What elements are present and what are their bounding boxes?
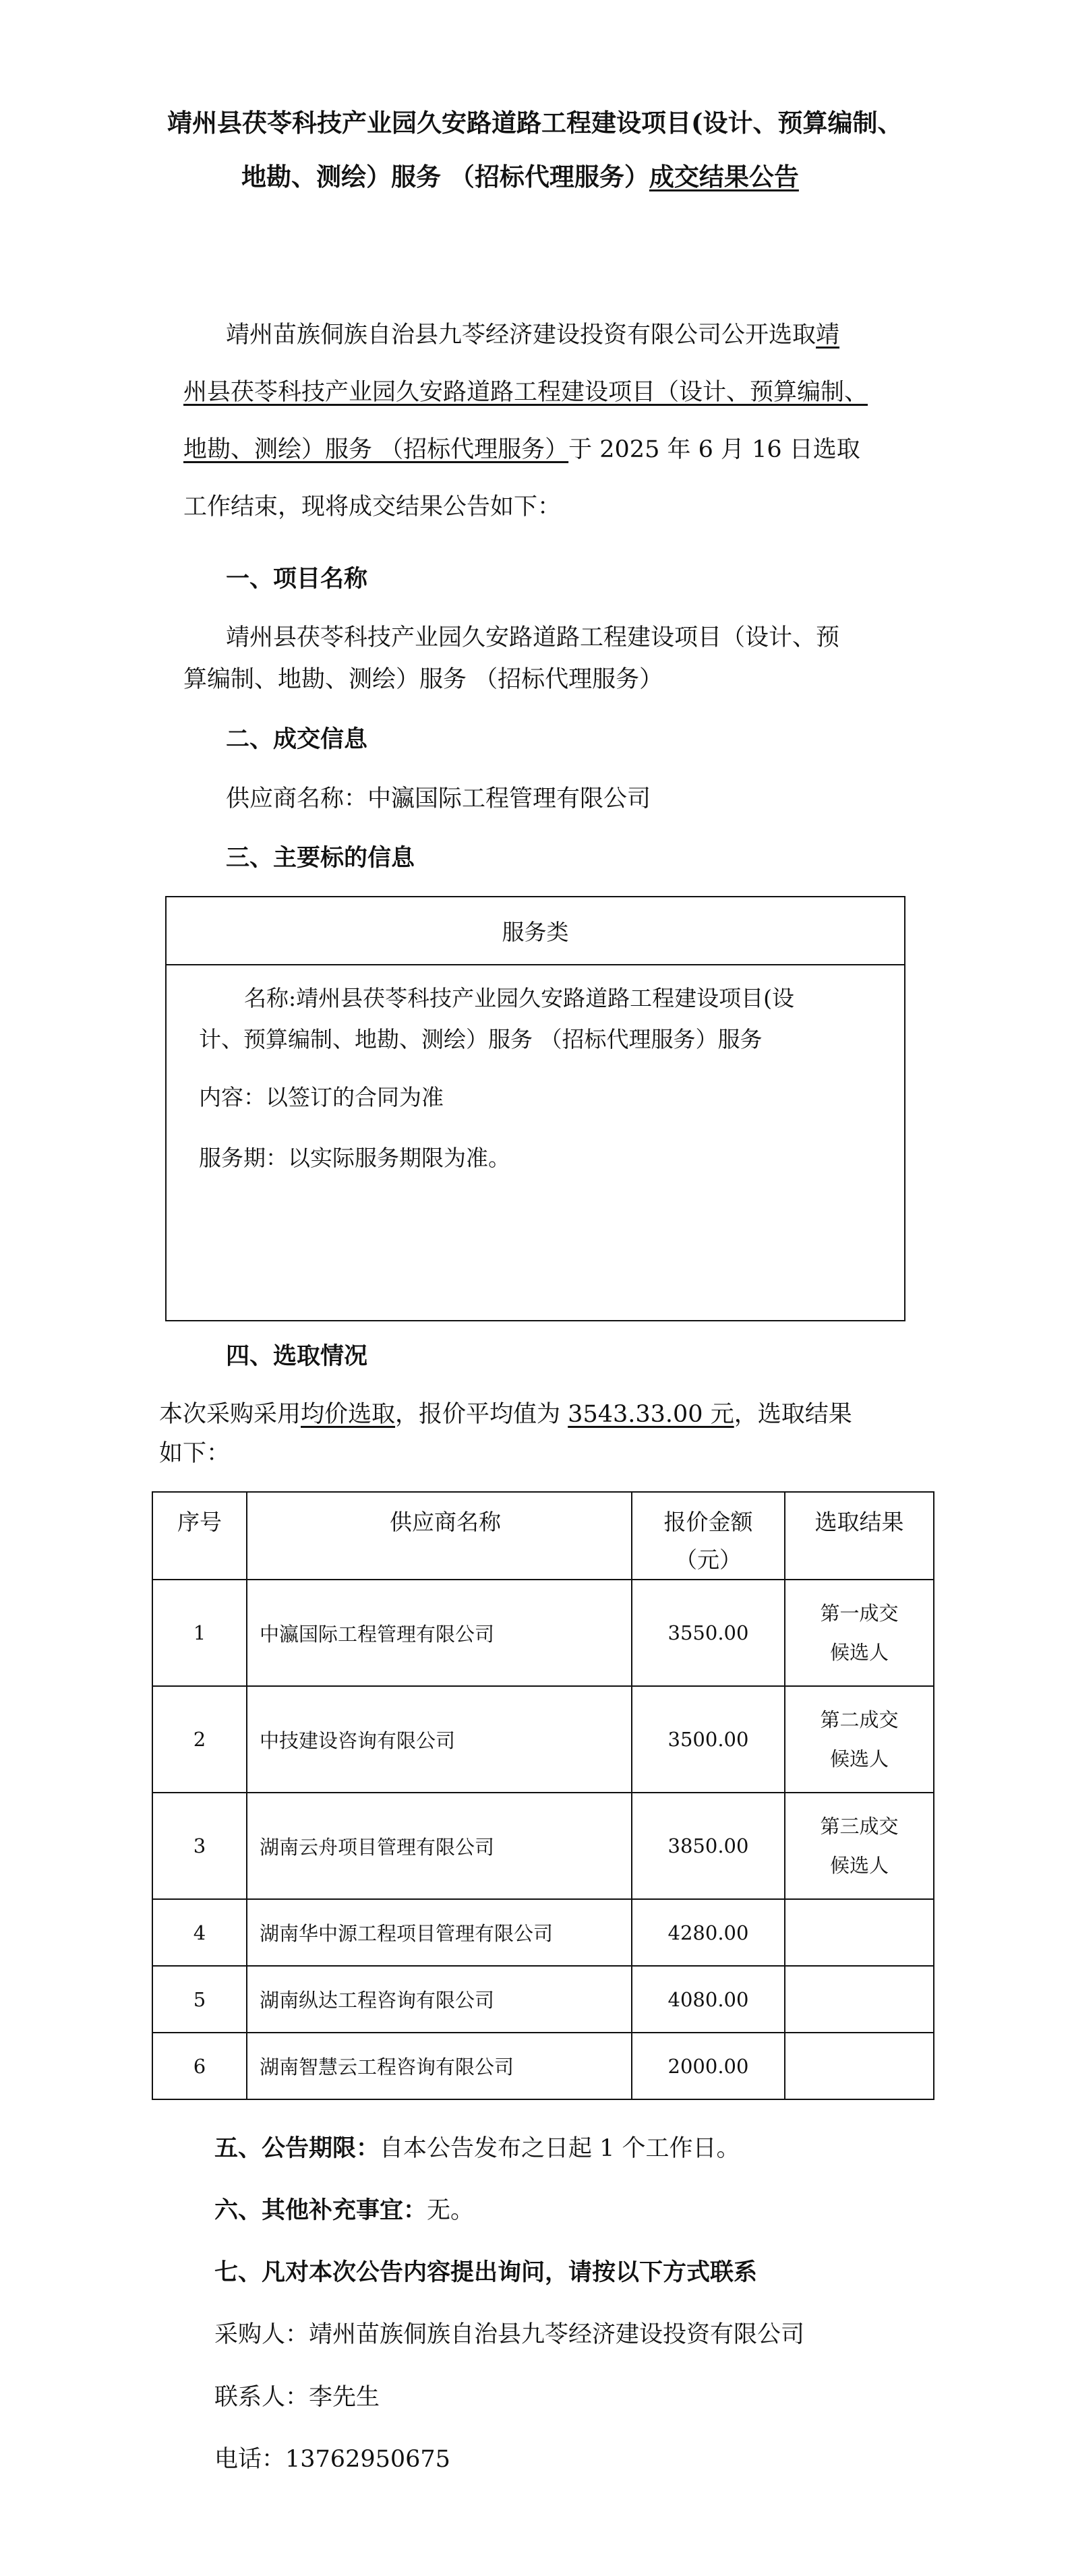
section-4-desc-mid: ，报价平均值为 bbox=[395, 1401, 568, 1428]
row-result-line-1: 第二成交 bbox=[820, 1708, 899, 1731]
table-row bbox=[152, 1899, 934, 1966]
section-5-heading: 五、公告期限： bbox=[214, 2134, 380, 2162]
row-no: 2 bbox=[152, 1686, 247, 1793]
subject-name-line-2: 计、预算编制、地勘、测绘）服务 （招标代理服务）服务 bbox=[199, 1026, 763, 1052]
row-price: 4280.00 bbox=[632, 1899, 785, 1966]
row-result-line-2: 候选人 bbox=[829, 1747, 889, 1770]
row-price: 3550.00 bbox=[632, 1580, 785, 1686]
row-no: 1 bbox=[152, 1580, 247, 1686]
intro-text-1: 靖州苗族侗族自治县九苓经济建设投资有限公司公开选取 bbox=[226, 322, 816, 349]
phone: 电话：13762950675 bbox=[214, 2446, 450, 2473]
row-result-line-2: 候选人 bbox=[829, 1641, 889, 1664]
row-price: 3850.00 bbox=[632, 1793, 785, 1899]
section-6 bbox=[214, 2192, 474, 2225]
section-4-desc-line-2: 如下： bbox=[159, 1440, 231, 1467]
section-4-desc-line-1 bbox=[159, 1396, 852, 1429]
row-result bbox=[785, 1793, 934, 1899]
title-text-2: 地勘、测绘）服务 （招标代理服务） bbox=[241, 162, 649, 191]
row-supplier: 湖南云舟项目管理有限公司 bbox=[247, 1793, 632, 1899]
subject-info-header: 服务类 bbox=[167, 897, 904, 965]
intro-text-3: 于 2025 年 6 月 16 日选取 bbox=[568, 436, 860, 463]
title-line-1 bbox=[167, 102, 903, 139]
row-result bbox=[785, 1580, 934, 1686]
intro-text-1-underlined: 靖 bbox=[816, 322, 840, 349]
table-row bbox=[152, 2033, 934, 2099]
header-no: 序号 bbox=[152, 1492, 247, 1580]
header-result: 选取结果 bbox=[785, 1492, 934, 1580]
header-price bbox=[632, 1492, 785, 1580]
results-table bbox=[152, 1491, 934, 2100]
subject-content: 内容：以签订的合同为准 bbox=[199, 1084, 444, 1110]
contact-person: 联系人：李先生 bbox=[214, 2384, 380, 2411]
intro-line-1 bbox=[226, 316, 839, 350]
table-row bbox=[152, 1580, 934, 1686]
row-supplier: 湖南华中源工程项目管理有限公司 bbox=[247, 1899, 632, 1966]
title-text-1: 靖州县茯苓科技产业园久安路道路工程建设项目(设计、预算编制、 bbox=[167, 108, 903, 138]
row-supplier: 湖南智慧云工程咨询有限公司 bbox=[247, 2033, 632, 2099]
title-line-2 bbox=[241, 156, 799, 193]
section-7-heading: 七、凡对本次公告内容提出询问，请按以下方式联系 bbox=[214, 2258, 758, 2286]
row-result bbox=[785, 1966, 934, 2033]
table-row bbox=[152, 1793, 934, 1899]
row-result bbox=[785, 2033, 934, 2099]
purchaser: 采购人：靖州苗族侗族自治县九苓经济建设投资有限公司 bbox=[214, 2321, 805, 2348]
section-4-desc-prefix: 本次采购采用 bbox=[159, 1401, 301, 1428]
table-row bbox=[152, 1686, 934, 1793]
title-text-2-underlined: 成交结果公告 bbox=[649, 162, 799, 191]
subject-info-box bbox=[165, 896, 905, 1321]
row-price: 3500.00 bbox=[632, 1686, 785, 1793]
header-price-line-2: （元） bbox=[675, 1547, 742, 1573]
average-price: 3543.33.00 元 bbox=[568, 1401, 734, 1428]
intro-line-4: 工作结束，现将成交结果公告如下： bbox=[183, 493, 562, 520]
section-1-line-2: 算编制、地勘、测绘）服务 （招标代理服务） bbox=[183, 666, 663, 693]
row-no: 3 bbox=[152, 1793, 247, 1899]
section-2-supplier: 供应商名称：中瀛国际工程管理有限公司 bbox=[226, 785, 651, 812]
section-1-heading: 一、项目名称 bbox=[226, 565, 368, 593]
header-supplier: 供应商名称 bbox=[247, 1492, 632, 1580]
row-supplier: 中瀛国际工程管理有限公司 bbox=[247, 1580, 632, 1686]
section-4-heading: 四、选取情况 bbox=[226, 1342, 368, 1370]
results-header-row bbox=[152, 1492, 934, 1580]
section-3-heading: 三、主要标的信息 bbox=[226, 844, 415, 872]
intro-text-3-underlined: 地勘、测绘）服务 （招标代理服务） bbox=[183, 436, 569, 463]
row-no: 5 bbox=[152, 1966, 247, 2033]
row-result bbox=[785, 1686, 934, 1793]
intro-line-2: 州县茯苓科技产业园久安路道路工程建设项目（设计、预算编制、 bbox=[183, 379, 868, 406]
section-4-desc-suffix: ，选取结果 bbox=[734, 1401, 852, 1428]
intro-line-3 bbox=[183, 431, 860, 465]
section-6-text: 无。 bbox=[427, 2197, 475, 2224]
row-price: 4080.00 bbox=[632, 1966, 785, 2033]
row-no: 6 bbox=[152, 2033, 247, 2099]
section-6-heading: 六、其他补充事宜： bbox=[214, 2196, 427, 2224]
row-price: 2000.00 bbox=[632, 2033, 785, 2099]
subject-period: 服务期：以实际服务期限为准。 bbox=[199, 1145, 510, 1171]
section-5-text: 自本公告发布之日起 1 个工作日。 bbox=[380, 2135, 740, 2162]
section-2-heading: 二、成交信息 bbox=[226, 725, 368, 753]
row-supplier: 湖南纵达工程咨询有限公司 bbox=[247, 1966, 632, 2033]
selection-method: 均价选取 bbox=[301, 1401, 396, 1428]
row-result bbox=[785, 1899, 934, 1966]
header-price-line-1: 报价金额 bbox=[663, 1509, 753, 1535]
section-1-line-1: 靖州县茯苓科技产业园久安路道路工程建设项目（设计、预 bbox=[226, 624, 840, 651]
row-result-line-1: 第一成交 bbox=[820, 1602, 899, 1625]
row-supplier: 中技建设咨询有限公司 bbox=[247, 1686, 632, 1793]
subject-name-line-1: 名称:靖州县茯苓科技产业园久安路道路工程建设项目(设 bbox=[244, 985, 794, 1011]
table-row bbox=[152, 1966, 934, 2033]
row-result-line-1: 第三成交 bbox=[820, 1815, 899, 1838]
row-no: 4 bbox=[152, 1899, 247, 1966]
row-result-line-2: 候选人 bbox=[829, 1854, 889, 1877]
section-5 bbox=[214, 2130, 740, 2163]
